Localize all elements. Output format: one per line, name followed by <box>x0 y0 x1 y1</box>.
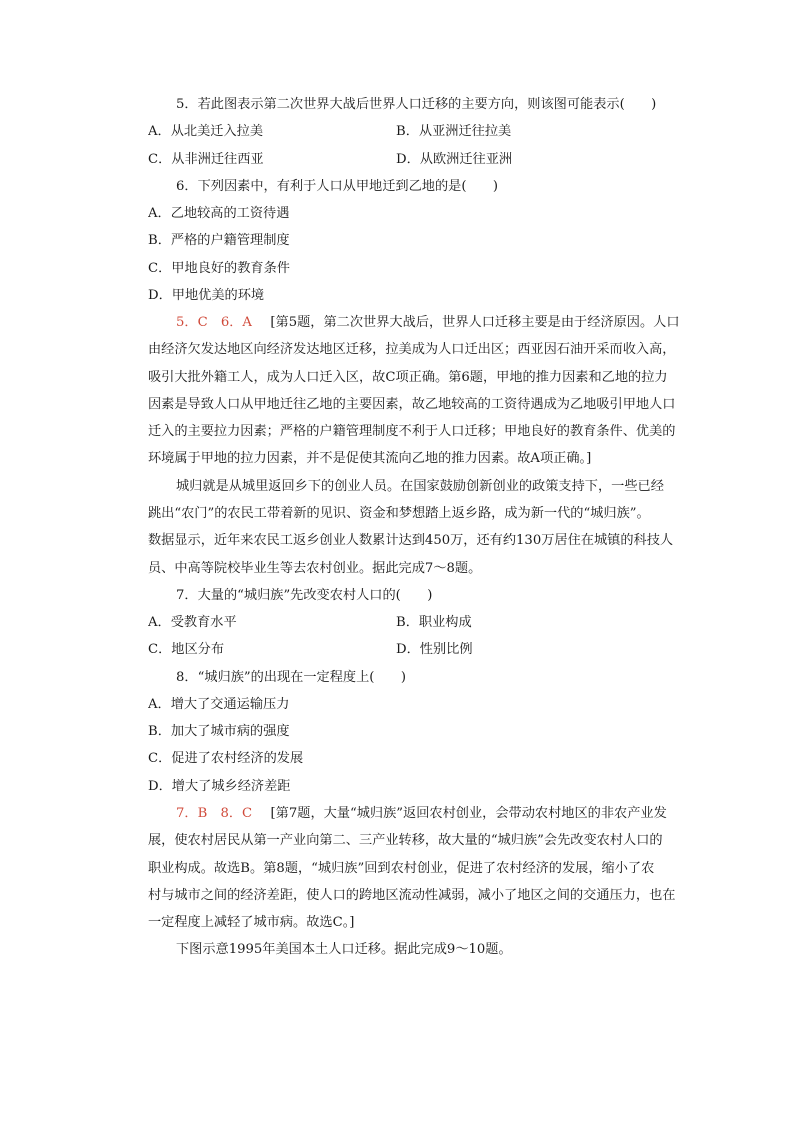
q5-option-b: B．从亚洲迁往拉美 <box>396 124 512 139</box>
passage-line-1: 城归就是从城里返回乡下的创业人员。在国家鼓励创新创业的政策支持下，一些已经 <box>176 479 664 494</box>
answer-7-8-line-3: 职业构成。故选B。第8题，“城归族”回到农村创业，促进了农村经济的发展，缩小了农 <box>148 861 655 876</box>
answer-7-8-line-4: 村与城市之间的经济差距，使人口的跨地区流动性减弱，减小了地区之间的交通压力，也在 <box>148 888 676 903</box>
q8-option-b: B．加大了城市病的强度 <box>148 724 290 739</box>
q6-option-a: A．乙地较高的工资待遇 <box>148 206 290 221</box>
answer-key-7-8: 7．B 8．C <box>176 806 253 821</box>
q8-stem: 8．“城归族”的出现在一定程度上( ) <box>176 670 406 685</box>
q8-option-a: A．增大了交通运输压力 <box>148 697 290 712</box>
q6-option-d: D．甲地优美的环境 <box>148 288 265 303</box>
q5-option-c: C．从非洲迁往西亚 <box>148 152 264 167</box>
passage-line-4: 员、中高等院校毕业生等去农村创业。据此完成7～8题。 <box>148 561 482 576</box>
q6-option-b: B．严格的户籍管理制度 <box>148 233 290 248</box>
q6-option-c: C．甲地良好的教育条件 <box>148 261 290 276</box>
next-section-intro: 下图示意1995年美国本土人口迁移。据此完成9～10题。 <box>176 942 512 957</box>
answer-5-6-line-2: 由经济欠发达地区向经济发达地区迁移，拉美成为人口迁出区；西亚因石油开采而收入高， <box>148 342 676 357</box>
q7-option-b: B．职业构成 <box>396 615 472 630</box>
q7-option-d: D．性别比例 <box>396 642 473 657</box>
answer-5-6-line-1 <box>176 313 706 333</box>
q5-stem: 5．若此图表示第二次世界大战后世界人口迁移的主要方向，则该图可能表示( ) <box>176 97 657 112</box>
answer-7-8-line-5: 一定程度上减轻了城市病。故选C。] <box>148 915 355 930</box>
answer-5-6-line-3: 吸引大批外籍工人，成为人口迁入区，故C项正确。第6题，甲地的推力因素和乙地的拉力 <box>148 370 668 385</box>
q5-option-d: D．从欧洲迁往亚洲 <box>396 152 513 167</box>
q5-option-a-text: A．从北美迁入拉美 <box>148 124 264 139</box>
answer-7-8-line-1 <box>176 804 706 824</box>
q7-option-a: A．受教育水平 <box>148 615 237 630</box>
answer-7-8-line-2: 展，使农村居民从第一产业向第二、三产业转移，故大量的“城归族”会先改变农村人口的 <box>148 833 663 848</box>
answer-5-6-line-6: 环境属于甲地的拉力因素，并不是促使其流向乙地的推力因素。故A项正确。] <box>148 451 592 466</box>
answer-key-5-6: 5．C 6．A <box>176 315 252 330</box>
answer-5-6-text-1: [第5题，第二次世界大战后，世界人口迁移主要是由于经济原因。人口 <box>270 315 680 330</box>
q6-stem: 6．下列因素中，有利于人口从甲地迁到乙地的是( ) <box>176 179 498 194</box>
passage-line-3: 数据显示，近年来农民工返乡创业人数累计达到450万，还有约130万居住在城镇的科技人 <box>148 533 674 548</box>
q7-option-c: C．地区分布 <box>148 642 225 657</box>
q7-stem: 7．大量的“城归族”先改变农村人口的( ) <box>176 588 433 603</box>
answer-5-6-line-5: 迁入的主要拉力因素；严格的户籍管理制度不利于人口迁移；甲地良好的教育条件、优美的 <box>148 424 676 439</box>
answer-7-8-text-1: [第7题，大量“城归族”返回农村创业，会带动农村地区的非农产业发 <box>270 806 667 821</box>
passage-line-2: 跳出“农门”的农民工带着新的见识、资金和梦想踏上返乡路，成为新一代的“城归族”。 <box>148 506 650 521</box>
q8-option-d: D．增大了城乡经济差距 <box>148 779 291 794</box>
answer-5-6-line-4: 因素是导致人口从甲地迁往乙地的主要因素，故乙地较高的工资待遇成为乙地吸引甲地人口 <box>148 397 676 412</box>
q8-option-c: C．促进了农村经济的发展 <box>148 751 304 766</box>
